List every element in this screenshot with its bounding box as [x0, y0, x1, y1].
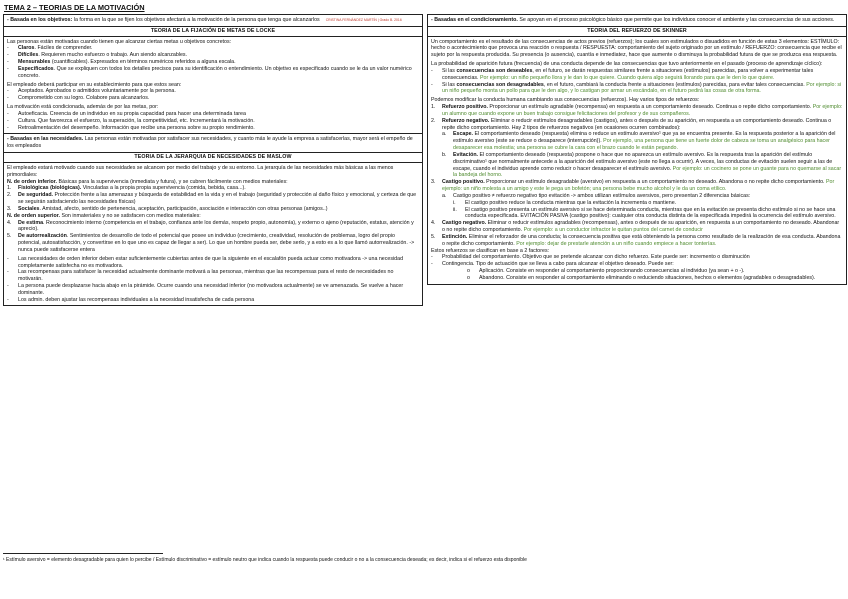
skinner-section [428, 37, 846, 284]
list-item [7, 269, 419, 283]
skinner-header: TEORIA DEL REFUERZO DE SKINNER [428, 27, 846, 37]
maslow-header: TEORIA DE LA JERARQUIA DE NECESIDADES DE MASLOW [4, 153, 422, 163]
list-item-text: Abandono. Consiste en responder al comportamiento eliminando o reduciendo situaciones, hechos o elementos (agradables o desagradables). [479, 274, 816, 281]
list-marker: - [431, 81, 433, 88]
list-item-text: Vinculadas a la propia propia supervivencia (comida, bebida, casa...). [81, 185, 246, 192]
example-text: Por ejemplo: un niño molesta a un amigo y este le pega un bofetón; una persona bebe mucho alcohol y le da un coma etílico. [442, 179, 835, 193]
right-column [427, 14, 847, 285]
needs-lead: - Basadas en las necesidades. [7, 136, 84, 143]
list-item-term: Difíciles [18, 52, 39, 59]
list-item-term: Fisiológicas (biológicas). [18, 185, 82, 192]
list-marker: 3. [431, 179, 436, 186]
locke-intro: Las personas están motivadas cuando tienen que alcanzar ciertas metas u objetivos concretos: [7, 38, 232, 45]
list-item-term: Claros [18, 45, 35, 52]
skinner-apply-items [431, 254, 843, 268]
list-item-term: Escape. [453, 131, 474, 138]
list-marker: - [7, 255, 9, 262]
list-item [431, 131, 843, 151]
list-item [431, 118, 843, 132]
list-item-text: . Requieren mucho esfuerzo o trabajo. Aun siendo alcanzables. [38, 52, 188, 59]
list-item-term: Castigo negativo. [442, 220, 487, 227]
list-item-term: Especificados [18, 65, 54, 72]
list-item-text: . Reconocimiento interno (competencia en el trabajo, confianza ante los demás, respeto propio, autonomía), y externo o ajeno (reputación, estatus, atención y aprecio). [18, 219, 414, 233]
locke-section [4, 37, 422, 135]
list-item-text: Las necesidades de orden inferior deben estar suficientemente cubiertas antes de que la siguiente en el escalafón pueda actuar como motivadora -> una necesidad completamente satisfecha no es motivadora. [18, 255, 404, 269]
list-item-text: Las recompensas para satisfacer la necesidad actualmente dominante motivará a las personas, mientras que las recompensas para el resto de necesidades no motivarán. [18, 269, 394, 283]
list-marker: - [7, 52, 9, 59]
goals-lead: - Basada en los objetivos: [7, 17, 73, 23]
list-marker: - [7, 59, 9, 66]
list-item [7, 95, 419, 102]
maslow-low-items [7, 185, 419, 212]
list-item [7, 59, 419, 66]
list-item [7, 233, 419, 253]
list-item-text: El comportamiento deseado (respuesta) pospone o hace que no aparezca un estímulo aversivo. Es la respuesta tras la aparición del estímulo discriminativo¹ que normalmente antecede a la aparición del estímulo aversivo (este no llega a ocurrir). A veces, las conductas de evitación suelen seguir a las de escape, cuando el individuo aprende como reducir o hacer desaparecer el estímulo aversivo. [453, 151, 833, 172]
skinner-compare [431, 193, 843, 200]
list-item-text: El comportamiento deseado (respuesta) elimina o reduce un estímulo aversivo¹ que ya se encuentra presente. Es la respuesta posterior a la aparición del estímulo aversivo (este se reduce o desaparece (interrupción)). [453, 131, 836, 145]
list-item-term: consecuencias son desagradables [456, 81, 544, 88]
list-item-term: Castigo positivo. [442, 179, 485, 186]
locke-items [7, 45, 419, 79]
locke-cond-intro: La motivación está condicionada, además de por las metas, por: [7, 104, 159, 111]
list-item-text: Proporcionar un estímulo agradable (recompensa) en respuesta a un comportamiento deseado. Continua o repite dicho comportamiento. [487, 104, 812, 111]
conditioning-box [428, 15, 846, 27]
list-item-text: (cuantificables). Expresados en términos numéricos referidos a alguna escala. [50, 59, 236, 66]
list-item [431, 207, 843, 221]
list-item-text: Retroalimentación del desempeño. Información que recibe una persona sobre su propio rendimiento. [18, 124, 255, 131]
list-marker: - [7, 65, 9, 72]
list-marker: ii. [453, 206, 457, 213]
list-item [431, 193, 843, 200]
left-column [3, 14, 423, 306]
list-item-text: Protección frente a las amenazas y búsqueda de estabilidad en la vida y en el trabajo (seguridad y protección al daño físico y emocional, y certeza de que se seguirán satisfaciendo las necesidades físicas) [18, 192, 417, 206]
list-item [7, 185, 419, 192]
list-item-term: Extinción. [442, 233, 468, 240]
list-marker: 3. [7, 205, 12, 212]
list-item-text: Cultura. Que favorezca el esfuerzo, la superación, la competitividad, etc. Incrementará la motivación. [18, 117, 255, 124]
list-marker: 5. [431, 233, 436, 240]
maslow-intro: El empleado estará motivado cuando sus necesidades se alcancen por medio del trabajo y de su entorno. La jerarquía de las necesidades más básicas a las menos primordiales: [7, 164, 394, 178]
list-item [7, 118, 419, 125]
skinner-types [431, 104, 843, 131]
footnote-rule [3, 553, 163, 554]
list-item-text: . Sentimientos de desarrollo de todo el potencial que posee un individuo (crecimiento, creatividad, resolución de problemas, logro del propio potencial, autosatisfacción, y convertirse en lo que uno es capaz de llegar a ser). Lo que un hombre pueda ser, debe serlo, y a esto es a lo que llamó autorrealización. -> nunca puede satisfacerse entera [18, 233, 415, 253]
list-item-term: De seguridad. [18, 192, 54, 199]
locke-engage-intro: El empleado deberá participar en su establecimiento para que estos sean: [7, 81, 182, 88]
list-marker: 4. [431, 220, 436, 227]
list-item [7, 111, 419, 118]
list-item [431, 254, 843, 261]
skinner-types-4-5 [431, 220, 843, 247]
list-item [7, 125, 419, 132]
list-item [431, 200, 843, 207]
skinner-type-3 [431, 179, 843, 193]
list-item [431, 82, 843, 96]
skinner-compare-items [431, 200, 843, 220]
example-text: Por ejemplo: a un conductor infractor le quitan puntos del carnet de conducir [522, 227, 703, 234]
list-marker: 5. [7, 233, 12, 240]
conditioning-lead: - Basadas en el condicionamiento. [431, 17, 518, 23]
list-item-term: De autorrealización [18, 233, 67, 240]
list-item-text: El castigo positivo reduce la conducta mientras que la evitación la incrementa o mantiene. [465, 199, 677, 206]
list-marker: 2. [7, 192, 12, 199]
goals-text: la forma en la que se fijen los objetivos afectará a la motivación de la persona que tenga que alcanzarlos [72, 17, 320, 23]
list-item-text: , en el futuro, se darán respuestas similares frente a situaciones (estímulos) parecidas, para volver a experimentar tales consecuencias. [442, 67, 814, 81]
list-marker: a. [442, 192, 447, 199]
list-marker: - [7, 117, 9, 124]
skinner-types-intro: Podemos modificar la conducta humana cambiando sus consecuencias (refuerzos). Hay varios tipos de refuerzos: [431, 97, 700, 104]
skinner-cases [431, 68, 843, 95]
list-item-text: Eliminar o reducir estímulos agradables (recompensas), antes o después de su aparición, en respuesta a un comportamiento no deseado. Abandonar o no repite dicho comportamiento. [442, 220, 840, 234]
list-item-text: El castigo positivo presenta un estímulo aversivo si se hace determinada conducta, mientras que en la evitación se presenta dicho estímulo si no se hace una conducta especificada. EVITACIÓN PASIVA (castigo positivo): cualquier otra conducta distinta de la especificada impedirá la ocurrencia del estímulo aversivo. [465, 206, 836, 220]
example-text: Por ejemplo: si un niño pequeño monta un pollo para que le den algo, y lo castigan por armar un escándalo, en el futuro pedirá las cosas de otra forma. [442, 81, 842, 95]
list-item-lead: Si las [442, 81, 457, 88]
list-item [7, 66, 419, 80]
maslow-low-text: Básicas para la supervivencia (inmediata y futura), y se cubren fácilmente con medios materiales: [57, 178, 288, 185]
list-marker: 1. [7, 185, 12, 192]
list-item-text: , en el futuro, cambiará la conducta frente a situaciones (estímulos) parecidas, para evitar tales consecuencias. [543, 81, 805, 88]
list-marker: o [467, 274, 470, 281]
skinner-prob: La probabilidad de aparición futura (frecuencia) de una conducta depende de las consecuencias que tuvo anteriormente en el pasado (proceso de aprendizaje cíclico): [431, 61, 823, 68]
list-item [7, 256, 419, 270]
list-marker: - [7, 95, 9, 102]
list-item [431, 104, 843, 118]
list-item [431, 275, 843, 282]
list-item-text: Probabilidad del comportamiento. Objetivo que se pretende alcanzar con dicho refuerzo. Este puede ser: incremento o disminución [442, 254, 750, 261]
list-item-text: . Amistad, afecto, sentido de pertenencia, aceptación, participación, asociación e interacción con otras personas (amigos..) [39, 205, 328, 212]
list-item-text: Aceptados. Aprobados o admitidos voluntariamente por la persona. [18, 88, 176, 95]
list-marker: 1. [431, 104, 436, 111]
list-item-text: Eliminar el reforzador de una conducta; la consecuencia positiva que está obteniendo la persona como resultado de la realización de esa conducta. Abandona o repite dicho comportamiento. [442, 233, 841, 247]
list-item-term: consecuencias son deseables [456, 67, 533, 74]
skinner-apply-intro: Estos refuerzos se clasifican en base a 2 factores: [431, 247, 550, 254]
list-marker: - [7, 269, 9, 276]
list-marker: - [7, 124, 9, 131]
list-item [431, 220, 843, 234]
list-item-text: Castigo positivo ≠ refuerzo negativo tipo evitación -> ambos utilizan estímulos aversivos, pero presentan 2 diferencias básicas: [453, 192, 751, 199]
list-marker: - [7, 45, 9, 52]
list-item [7, 220, 419, 234]
list-item-text: . Fáciles de comprender. [34, 45, 93, 52]
list-item [7, 52, 419, 59]
list-item-text: . Que se expliquen con todos los detalles precisos para su identificación o entendimiento. Un objetivo es especificado cuando se le da un valor numérico concreto. [18, 65, 412, 79]
needs-text: Las personas están motivadas por satisfacer sus necesidades, y cuanto más le ayude la empresa a satisfacerlas, mayor será el empeño de los empleados [7, 136, 413, 150]
list-item-text: Proporcionar un estímulo desagradable (aversivo) en respuesta a un comportamiento no deseado. Abandona o no repite dicho comportamiento. [484, 179, 825, 186]
list-item-term: Sociales [18, 205, 40, 212]
list-marker: - [7, 110, 9, 117]
list-marker: - [7, 282, 9, 289]
list-marker: a. [442, 131, 447, 138]
list-item [431, 179, 843, 193]
list-item-term: Refuerzo positivo. [442, 104, 488, 111]
locke-cond-items [7, 111, 419, 131]
list-item [7, 192, 419, 206]
list-marker: o [467, 267, 470, 274]
maslow-section [4, 163, 422, 306]
list-item [431, 261, 843, 268]
list-item [431, 152, 843, 179]
list-item-text: Autoeficacia. Creencia de un individuo en su propia capacidad para hacer una determinada tarea [18, 110, 246, 117]
list-marker: b. [442, 151, 447, 158]
maslow-high-text: Son inmateriales y no se satisfacen con medios materiales: [59, 212, 201, 219]
topic-title: TEMA 2 – TEORIAS DE LA MOTIVACIÓN [4, 3, 145, 12]
list-item-lead: Si las [442, 67, 457, 74]
list-item [7, 283, 419, 297]
example-text: Por ejemplo, una persona que tiene un fuerte dolor de cabeza se toma un analgésico para hacer desaparecer esa molestia; una persona se cubre la cara con el brazo cuando le están pegando. [453, 138, 830, 152]
list-item [431, 234, 843, 248]
list-marker: - [431, 67, 433, 74]
list-item [7, 297, 419, 304]
example-text: Por ejemplo: dejar de prestarle atención a un niño cuando empiece a hacer tonterías. [514, 240, 717, 247]
list-item-text: Comprometido con su logro. Colabore para alcanzarlos. [18, 95, 150, 102]
list-item [431, 268, 843, 275]
list-marker: - [7, 296, 9, 303]
list-item [7, 88, 419, 95]
conditioning-text: Se apoyan en el proceso psicológico básico que permite que los individuos conocer el ambiente y las consecuencias de sus acciones. [517, 17, 835, 23]
list-marker: i. [453, 199, 456, 206]
skinner-negative-subtypes [431, 131, 843, 179]
footnote: ¹ Estímulo aversivo = elemento desagradable para quien lo percibe / Estímulo discriminativo = estímulo neutro que indica cuando la respuesta puede conducir o no a la consecuencia deseada; es decir, indica si el refuerzo esta disponible [3, 557, 527, 563]
list-item-term: Evitación. [453, 151, 479, 158]
locke-engage-items [7, 88, 419, 102]
list-item [7, 45, 419, 52]
list-item-term: De estima [18, 219, 44, 226]
list-marker: 4. [7, 219, 12, 226]
list-item-text: Contingencia. Tipo de actuación que se lleva a cabo para alcanzar el objetivo deseado. Puede ser: [442, 261, 674, 268]
list-marker: - [7, 88, 9, 95]
list-item-term: Refuerzo negativo. [442, 117, 490, 124]
maslow-high-lead: N. de orden superior. [7, 212, 60, 219]
list-marker: - [431, 261, 433, 268]
needs-box [4, 134, 422, 153]
list-item-text: La persona puede desplazarse hacia abajo en la pirámide. Ocurre cuando una necesidad inferior (no motivadora actualmente) se ve amenazada. Se vuelve a hacer dominante. [18, 282, 404, 296]
list-item-text: Los admin. deben ajustar las recompensas individuales a la necesidad insatisfecha de cada persona [18, 296, 255, 303]
list-marker: - [431, 254, 433, 261]
list-marker: 2. [431, 117, 436, 124]
maslow-low-lead: N. de orden inferior. [7, 178, 58, 185]
skinner-intro: Un comportamiento es el resultado de las consecuencias de actos previos (refuerzos); los cuales son estimulados o disuadidos en función de estas 3 elementos: ESTÍMULO: hecho o acontecimiento que provoca una reacción o respuesta / RESPUESTA: comportamiento del sujeto originado por un estímulo / REFUERZO: consecuencia que recibe el sujeto por la respuesta producida. Su presencia (o ausencia), cuantía e inmediatez, hace que aumente o disminuya la probabilidad futura de que se produzca esa respuesta. [431, 38, 842, 59]
skinner-contingency-items [431, 268, 843, 282]
list-item [7, 206, 419, 213]
maslow-notes [7, 256, 419, 304]
list-item-text: Aplicación. Consiste en responder al comportamiento proporcionando consecuencias al individuo (ya sean + o -). [479, 267, 745, 274]
list-item-term: Mensurables [18, 59, 51, 66]
goals-box [4, 15, 422, 27]
list-item-text: Eliminar o reducir estímulos desagradables (castigos), antes o después de su aparición, en respuesta a un comportamiento deseado. Continua o repite dicho comportamiento. Hay 2 tipos de refuerzos negativos (en ocasiones ocurren combinados): [442, 117, 832, 131]
list-item [431, 68, 843, 82]
example-text: Por ejemplo: un niño pequeño llora y le dan lo que quiere. Cuando quiera algo seguirá llorando para que le den lo que quiere. [478, 74, 775, 81]
example-text: Por ejemplo: un cocinero se pone un guante para no quemarse al sacar la bandeja del horno. [453, 165, 842, 179]
maslow-high-items [7, 220, 419, 254]
author-credit: CRISTINA FERNÁNDEZ MARTÍN | Grado B. 2016 [325, 18, 402, 22]
example-text: Por ejemplo: un alumno que cuando expone un buen trabajo consigue felicitaciones del profesor y de sus compañeros. [442, 104, 843, 117]
locke-header: TEORIA DE LA FIJACIÓN DE METAS DE LOCKE [4, 27, 422, 37]
